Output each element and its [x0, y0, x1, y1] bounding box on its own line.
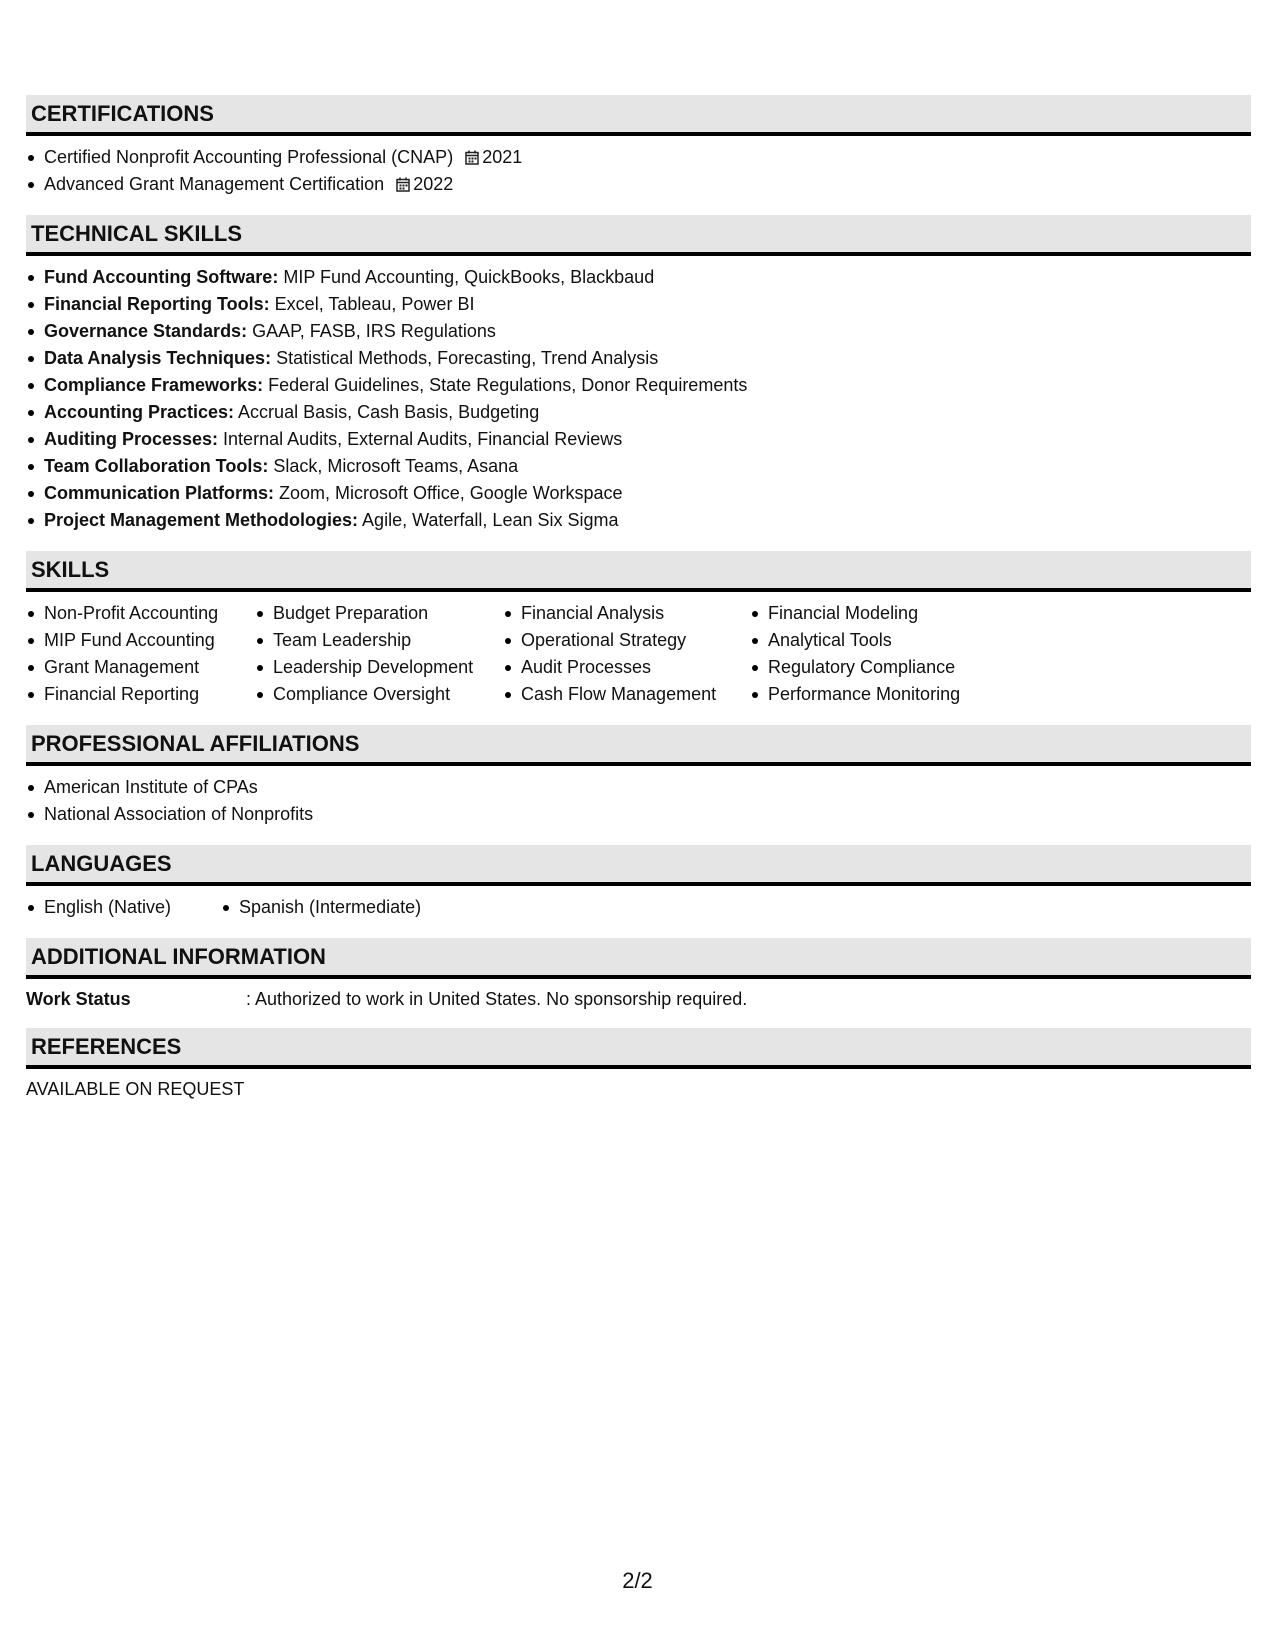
skill-values: Federal Guidelines, State Regulations, Donor Requirements [263, 375, 748, 395]
references-section [26, 1028, 1251, 1101]
skill-category: Governance Standards: [44, 321, 248, 341]
list-item [44, 171, 1251, 198]
list-item: English (Native) [44, 894, 221, 921]
calendar-icon [465, 150, 479, 165]
list-item: Budget Preparation [273, 600, 503, 627]
list-item: Team Leadership [273, 627, 503, 654]
languages-section [26, 845, 1251, 921]
list-item [44, 399, 1251, 426]
certifications-section [26, 95, 1251, 198]
list-item: Financial Reporting [44, 681, 255, 708]
languages-list [26, 894, 221, 921]
list-item: Grant Management [44, 654, 255, 681]
section-heading: CERTIFICATIONS [26, 95, 1251, 136]
list-item: Leadership Development [273, 654, 503, 681]
list-item [44, 480, 1251, 507]
list-item [44, 144, 1251, 171]
affiliations-list [26, 774, 1251, 828]
languages-list [221, 894, 421, 921]
list-item: National Association of Nonprofits [44, 801, 1251, 828]
affiliations-section [26, 725, 1251, 828]
list-item: Non-Profit Accounting [44, 600, 255, 627]
list-item: Performance Monitoring [768, 681, 1008, 708]
list-item [44, 507, 1251, 534]
list-item: Cash Flow Management [521, 681, 750, 708]
list-item [44, 453, 1251, 480]
skill-category: Communication Platforms: [44, 483, 275, 503]
skill-category: Auditing Processes: [44, 429, 219, 449]
skill-category: Data Analysis Techniques: [44, 348, 272, 368]
skill-category: Financial Reporting Tools: [44, 294, 270, 314]
list-item: Regulatory Compliance [768, 654, 1008, 681]
technical-skills-section [26, 215, 1251, 534]
list-item: Compliance Oversight [273, 681, 503, 708]
skill-values: Accrual Basis, Cash Basis, Budgeting [234, 402, 540, 422]
section-heading: ADDITIONAL INFORMATION [26, 938, 1251, 979]
list-item: Audit Processes [521, 654, 750, 681]
section-heading: REFERENCES [26, 1028, 1251, 1069]
list-item: Financial Analysis [521, 600, 750, 627]
list-item [44, 318, 1251, 345]
skill-category: Fund Accounting Software: [44, 267, 279, 287]
skill-values: Agile, Waterfall, Lean Six Sigma [358, 510, 619, 530]
references-text: AVAILABLE ON REQUEST [26, 1079, 245, 1099]
list-item [44, 345, 1251, 372]
skills-column [26, 600, 255, 708]
list-item: American Institute of CPAs [44, 774, 1251, 801]
list-item: Spanish (Intermediate) [239, 894, 421, 921]
technical-skills-list [26, 264, 1251, 534]
section-heading: TECHNICAL SKILLS [26, 215, 1251, 256]
skills-column [750, 600, 1008, 708]
work-status-label: Work Status [26, 989, 131, 1009]
certification-name: Advanced Grant Management Certification [44, 174, 385, 194]
list-item: Financial Modeling [768, 600, 1008, 627]
list-item: Analytical Tools [768, 627, 1008, 654]
section-heading: LANGUAGES [26, 845, 1251, 886]
skills-column [255, 600, 503, 708]
page-number: 2/2 [622, 1568, 653, 1593]
skill-category: Project Management Methodologies: [44, 510, 359, 530]
skill-values: MIP Fund Accounting, QuickBooks, Blackbaud [278, 267, 655, 287]
skills-section [26, 551, 1251, 708]
list-item [44, 426, 1251, 453]
section-heading: SKILLS [26, 551, 1251, 592]
list-item: Operational Strategy [521, 627, 750, 654]
skill-category: Accounting Practices: [44, 402, 235, 422]
skill-values: GAAP, FASB, IRS Regulations [247, 321, 496, 341]
list-item [44, 372, 1251, 399]
resume-page [26, 95, 1251, 1118]
calendar-icon [396, 177, 410, 192]
skill-values: Internal Audits, External Audits, Financial Reviews [218, 429, 623, 449]
skill-values: Excel, Tableau, Power BI [269, 294, 475, 314]
skills-column [503, 600, 750, 708]
certifications-list [26, 144, 1251, 198]
skill-values: Zoom, Microsoft Office, Google Workspace [274, 483, 623, 503]
skill-values: Slack, Microsoft Teams, Asana [268, 456, 519, 476]
skill-values: Statistical Methods, Forecasting, Trend Analysis [271, 348, 659, 368]
skill-category: Compliance Frameworks: [44, 375, 264, 395]
work-status-value: : Authorized to work in United States. No sponsorship required. [246, 989, 748, 1009]
skill-category: Team Collaboration Tools: [44, 456, 269, 476]
additional-info-section [26, 938, 1251, 1011]
section-heading: PROFESSIONAL AFFILIATIONS [26, 725, 1251, 766]
certification-name: Certified Nonprofit Accounting Professional (CNAP) [44, 147, 454, 167]
list-item: MIP Fund Accounting [44, 627, 255, 654]
certification-year: 2021 [482, 147, 523, 167]
certification-year: 2022 [413, 174, 454, 194]
list-item [44, 264, 1251, 291]
list-item [44, 291, 1251, 318]
